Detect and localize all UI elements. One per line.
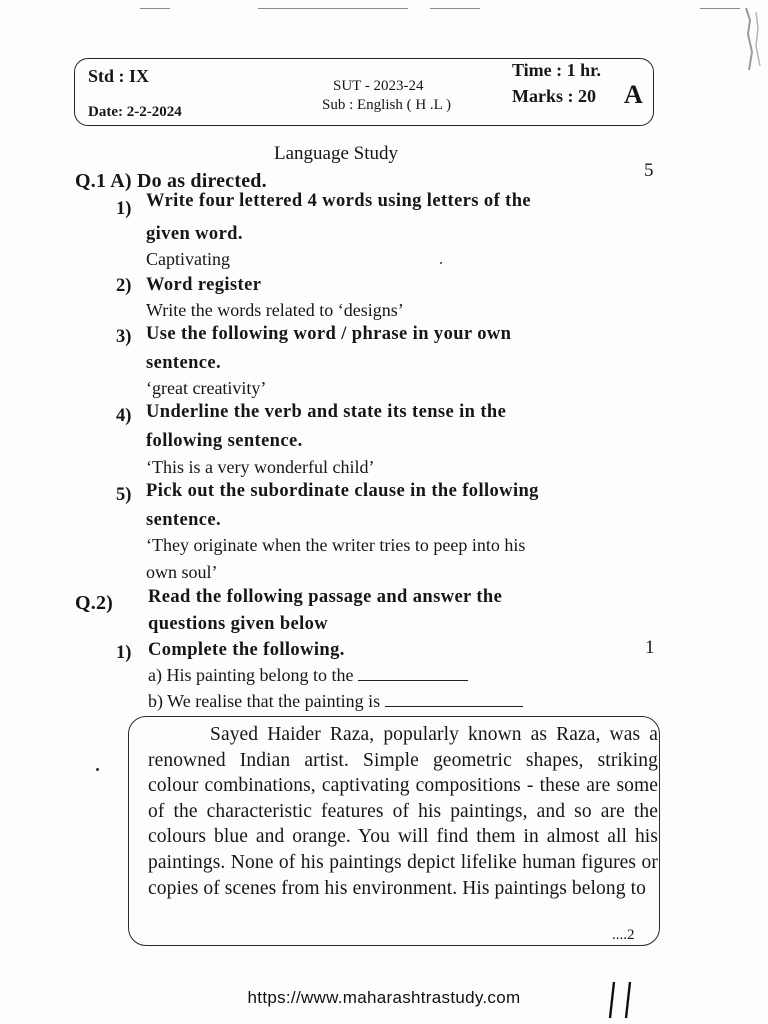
stray-dot [96, 768, 99, 771]
scan-mark [430, 8, 480, 9]
scan-mark [140, 8, 170, 9]
item-3-instruction: Use the following word / phrase in your own [146, 324, 512, 344]
scan-edge-artifact [736, 0, 768, 90]
item-2-detail: Write the words related to ‘designs’ [146, 300, 404, 320]
exam-code: SUT - 2023-24 [333, 78, 424, 94]
item-5-instruction-cont: sentence. [146, 510, 222, 530]
item-1-instruction-cont: given word. [146, 224, 243, 244]
item-3-phrase: ‘great creativity’ [146, 378, 267, 398]
item-number: 5) [116, 485, 132, 505]
stray-dot [440, 262, 442, 264]
fill-blank-a [148, 665, 468, 686]
standard-label: Std : IX [88, 66, 150, 86]
item-5-sentence: ‘They originate when the writer tries to peep into his [146, 535, 526, 555]
question-2-instruction-cont: questions given below [148, 614, 329, 634]
complete-following-heading: Complete the following. [148, 640, 345, 660]
continued-marker: ....2 [612, 927, 635, 943]
item-1-word: Captivating [146, 249, 230, 269]
time-label: Time : 1 hr. [512, 60, 602, 80]
item-5-instruction: Pick out the subordinate clause in the following [146, 481, 539, 501]
item-4-instruction-cont: following sentence. [146, 431, 303, 451]
answer-blank [358, 680, 468, 681]
exam-date: Date: 2-2-2024 [88, 104, 182, 120]
item-number: 4) [116, 406, 132, 426]
fill-blank-b [148, 691, 523, 712]
section-title: Language Study [274, 143, 399, 164]
item-2-instruction: Word register [146, 275, 262, 295]
item-number: 2) [116, 276, 132, 296]
scan-mark [258, 8, 408, 9]
fill-blank-b-text: b) We realise that the painting is [148, 691, 381, 711]
item-number: 3) [116, 327, 132, 347]
item-number: 1) [116, 199, 132, 219]
question-2-number: Q.2) [75, 592, 114, 614]
question-2-instruction: Read the following passage and answer the [148, 587, 503, 607]
subject-label: Sub : English ( H .L ) [322, 97, 452, 113]
reading-passage: Sayed Haider Raza, popularly known as Raza, was a renowned Indian artist. Simple geometric shapes, striking colour combinations, captivating compositions - these are some of the characteristic features of his paintings, and so are the colours blue and orange. You will find them in almost all his paintings. None of his paintings depict lifelike human figures or copies of scenes from his environment. His paintings belong to [148, 724, 658, 899]
fill-blank-a-text: a) His painting belong to the [148, 665, 354, 685]
paper-set: A [624, 80, 643, 109]
item-5-sentence-cont: own soul’ [146, 562, 218, 582]
question-1-heading: Q.1 A) Do as directed. [75, 170, 267, 192]
item-number: 1) [116, 643, 132, 663]
item-3-instruction-cont: sentence. [146, 353, 222, 373]
question-1-marks: 5 [644, 160, 654, 181]
marks-label: Marks : 20 [512, 86, 596, 106]
item-4-sentence: ‘This is a very wonderful child’ [146, 457, 375, 477]
item-1-instruction: Write four lettered 4 words using letters of the [146, 191, 532, 211]
footer-url: https://www.maharashtrastudy.com [247, 988, 521, 1007]
item-4-instruction: Underline the verb and state its tense in the [146, 402, 507, 422]
handwritten-mark [600, 978, 640, 1022]
question-2-marks: 1 [645, 637, 655, 658]
scan-mark [700, 8, 740, 9]
answer-blank [385, 706, 523, 707]
